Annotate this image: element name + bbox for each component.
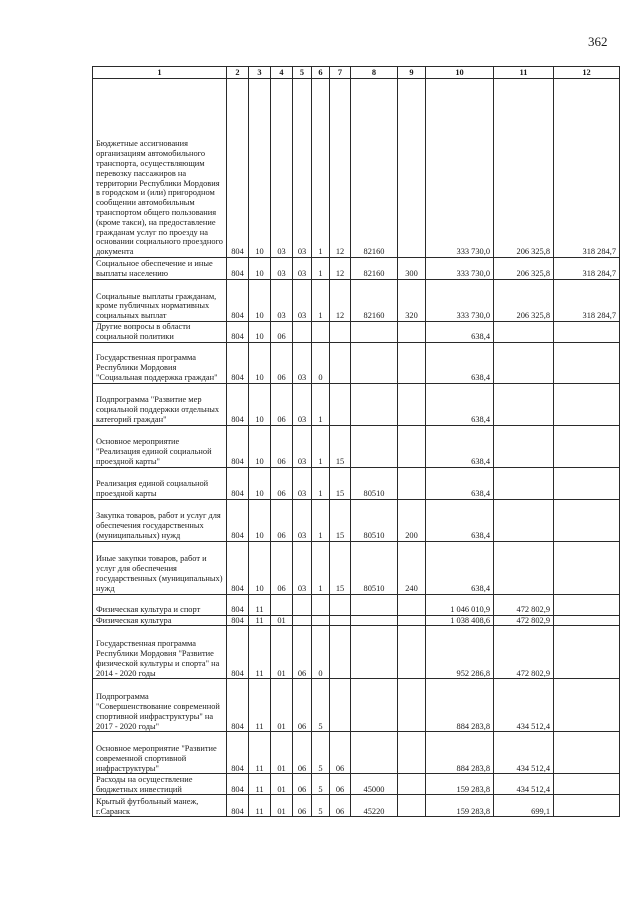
subprogram-cell: 1 xyxy=(312,425,330,467)
event-cell xyxy=(330,626,351,679)
name-cell: Закупка товаров, работ и услуг для обеспечения государственных (муниципальных) нужд xyxy=(93,499,227,541)
program-cell: 03 xyxy=(293,342,312,383)
subsection-cell: 06 xyxy=(271,425,293,467)
sum-2018-cell: 1 038 408,6 xyxy=(426,615,494,626)
program-cell: 03 xyxy=(293,280,312,322)
section-cell: 10 xyxy=(249,79,271,258)
sum-2018-cell: 333 730,0 xyxy=(426,280,494,322)
section-cell: 10 xyxy=(249,280,271,322)
subsection-cell: 01 xyxy=(271,626,293,679)
program-cell: 06 xyxy=(293,795,312,817)
subsection-cell: 01 xyxy=(271,732,293,774)
gr-code-cell: 804 xyxy=(227,774,249,795)
subsection-cell: 06 xyxy=(271,383,293,425)
table-row xyxy=(93,383,620,425)
event-cell xyxy=(330,322,351,343)
section-cell: 11 xyxy=(249,795,271,817)
sum-2019-cell xyxy=(494,342,554,383)
event-cell: 12 xyxy=(330,258,351,280)
program-cell: 03 xyxy=(293,499,312,541)
sum-2018-cell: 333 730,0 xyxy=(426,79,494,258)
gr-code-cell: 804 xyxy=(227,626,249,679)
header-cell-4: 4 xyxy=(271,67,293,79)
direction-cell: 82160 xyxy=(351,280,398,322)
program-cell: 06 xyxy=(293,679,312,732)
sum-2019-cell: 472 802,9 xyxy=(494,615,554,626)
direction-cell xyxy=(351,732,398,774)
event-cell: 15 xyxy=(330,499,351,541)
gr-code-cell: 804 xyxy=(227,679,249,732)
sum-2020-cell: 318 284,7 xyxy=(554,79,620,258)
program-cell: 06 xyxy=(293,626,312,679)
direction-cell: 82160 xyxy=(351,258,398,280)
event-cell xyxy=(330,615,351,626)
section-cell: 10 xyxy=(249,425,271,467)
expense-type-cell xyxy=(398,774,426,795)
header-cell-10: 10 xyxy=(426,67,494,79)
sum-2019-cell xyxy=(494,541,554,594)
expense-type-cell xyxy=(398,626,426,679)
gr-code-cell: 804 xyxy=(227,425,249,467)
sum-2019-cell xyxy=(494,383,554,425)
subprogram-cell: 0 xyxy=(312,626,330,679)
name-cell: Государственная программа Республики Мордовия "Развитие физической культуры и спорта" на 2014 - 2020 годы xyxy=(93,626,227,679)
name-cell: Расходы на осуществление бюджетных инвестиций xyxy=(93,774,227,795)
subprogram-cell: 1 xyxy=(312,79,330,258)
table-row xyxy=(93,626,620,679)
direction-cell: 45000 xyxy=(351,774,398,795)
program-cell: 03 xyxy=(293,383,312,425)
name-cell: Социальное обеспечение и иные выплаты населению xyxy=(93,258,227,280)
gr-code-cell: 804 xyxy=(227,383,249,425)
expense-type-cell xyxy=(398,594,426,615)
header-cell-3: 3 xyxy=(249,67,271,79)
gr-code-cell: 804 xyxy=(227,499,249,541)
sum-2018-cell: 159 283,8 xyxy=(426,774,494,795)
expense-type-cell: 300 xyxy=(398,258,426,280)
subsection-cell: 03 xyxy=(271,79,293,258)
header-cell-2: 2 xyxy=(227,67,249,79)
subprogram-cell: 5 xyxy=(312,795,330,817)
header-cell-1: 1 xyxy=(93,67,227,79)
subsection-cell: 06 xyxy=(271,499,293,541)
event-cell: 12 xyxy=(330,79,351,258)
direction-cell xyxy=(351,626,398,679)
subsection-cell: 03 xyxy=(271,258,293,280)
section-cell: 10 xyxy=(249,342,271,383)
event-cell: 06 xyxy=(330,774,351,795)
sum-2020-cell xyxy=(554,615,620,626)
section-cell: 11 xyxy=(249,732,271,774)
subsection-cell: 01 xyxy=(271,679,293,732)
table-row xyxy=(93,467,620,499)
sum-2020-cell xyxy=(554,679,620,732)
gr-code-cell: 804 xyxy=(227,615,249,626)
table-row xyxy=(93,425,620,467)
header-cell-9: 9 xyxy=(398,67,426,79)
sum-2018-cell: 638,4 xyxy=(426,383,494,425)
sum-2020-cell xyxy=(554,626,620,679)
table-row xyxy=(93,322,620,343)
program-cell: 03 xyxy=(293,79,312,258)
event-cell: 15 xyxy=(330,425,351,467)
sum-2020-cell xyxy=(554,795,620,817)
direction-cell: 45220 xyxy=(351,795,398,817)
section-cell: 10 xyxy=(249,383,271,425)
name-cell: Реализация единой социальной проездной карты xyxy=(93,467,227,499)
header-row xyxy=(93,67,620,79)
name-cell: Другие вопросы в области социальной политики xyxy=(93,322,227,343)
expense-type-cell xyxy=(398,425,426,467)
header-cell-11: 11 xyxy=(494,67,554,79)
program-cell xyxy=(293,322,312,343)
sum-2018-cell: 884 283,8 xyxy=(426,679,494,732)
expense-type-cell: 240 xyxy=(398,541,426,594)
sum-2018-cell: 638,4 xyxy=(426,541,494,594)
gr-code-cell: 804 xyxy=(227,732,249,774)
direction-cell xyxy=(351,383,398,425)
sum-2019-cell: 206 325,8 xyxy=(494,280,554,322)
direction-cell xyxy=(351,425,398,467)
event-cell xyxy=(330,679,351,732)
event-cell: 06 xyxy=(330,732,351,774)
subprogram-cell xyxy=(312,322,330,343)
subsection-cell: 01 xyxy=(271,795,293,817)
program-cell xyxy=(293,594,312,615)
subsection-cell: 01 xyxy=(271,774,293,795)
subprogram-cell: 1 xyxy=(312,499,330,541)
program-cell xyxy=(293,615,312,626)
subprogram-cell: 1 xyxy=(312,258,330,280)
name-cell: Подпрограмма "Совершенствование современной спортивной инфраструктуры" на 2017 - 2020 годы" xyxy=(93,679,227,732)
subprogram-cell: 5 xyxy=(312,732,330,774)
subprogram-cell xyxy=(312,594,330,615)
subprogram-cell: 5 xyxy=(312,679,330,732)
header-cell-8: 8 xyxy=(351,67,398,79)
table-row xyxy=(93,774,620,795)
sum-2019-cell: 472 802,9 xyxy=(494,626,554,679)
expense-type-cell xyxy=(398,679,426,732)
expense-type-cell xyxy=(398,795,426,817)
direction-cell: 82160 xyxy=(351,79,398,258)
sum-2019-cell xyxy=(494,499,554,541)
subsection-cell: 06 xyxy=(271,541,293,594)
expense-type-cell xyxy=(398,732,426,774)
sum-2020-cell xyxy=(554,541,620,594)
direction-cell: 80510 xyxy=(351,467,398,499)
table-row xyxy=(93,499,620,541)
expense-type-cell xyxy=(398,79,426,258)
expense-type-cell xyxy=(398,615,426,626)
gr-code-cell: 804 xyxy=(227,342,249,383)
event-cell: 12 xyxy=(330,280,351,322)
event-cell: 06 xyxy=(330,795,351,817)
header-cell-5: 5 xyxy=(293,67,312,79)
table-row xyxy=(93,541,620,594)
event-cell xyxy=(330,342,351,383)
sum-2020-cell xyxy=(554,425,620,467)
table-row xyxy=(93,280,620,322)
direction-cell: 80510 xyxy=(351,541,398,594)
table-row xyxy=(93,795,620,817)
name-cell: Крытый футбольный манеж, г.Саранск xyxy=(93,795,227,817)
sum-2019-cell: 206 325,8 xyxy=(494,79,554,258)
subsection-cell: 06 xyxy=(271,467,293,499)
gr-code-cell: 804 xyxy=(227,79,249,258)
direction-cell: 80510 xyxy=(351,499,398,541)
section-cell: 10 xyxy=(249,322,271,343)
name-cell: Физическая культура и спорт xyxy=(93,594,227,615)
sum-2018-cell: 952 286,8 xyxy=(426,626,494,679)
subsection-cell: 06 xyxy=(271,342,293,383)
subprogram-cell: 1 xyxy=(312,541,330,594)
section-cell: 10 xyxy=(249,541,271,594)
gr-code-cell: 804 xyxy=(227,795,249,817)
sum-2019-cell xyxy=(494,467,554,499)
sum-2020-cell xyxy=(554,383,620,425)
subsection-cell: 03 xyxy=(271,280,293,322)
table-row xyxy=(93,615,620,626)
sum-2019-cell: 206 325,8 xyxy=(494,258,554,280)
sum-2020-cell xyxy=(554,774,620,795)
subprogram-cell: 0 xyxy=(312,342,330,383)
sum-2019-cell xyxy=(494,322,554,343)
expense-type-cell: 320 xyxy=(398,280,426,322)
gr-code-cell: 804 xyxy=(227,280,249,322)
table-row xyxy=(93,679,620,732)
header-cell-7: 7 xyxy=(330,67,351,79)
sum-2018-cell: 638,4 xyxy=(426,425,494,467)
name-cell: Основное мероприятие "Реализация единой социальной проездной карты" xyxy=(93,425,227,467)
program-cell: 03 xyxy=(293,258,312,280)
gr-code-cell: 804 xyxy=(227,541,249,594)
sum-2019-cell xyxy=(494,425,554,467)
direction-cell xyxy=(351,615,398,626)
sum-2018-cell: 333 730,0 xyxy=(426,258,494,280)
gr-code-cell: 804 xyxy=(227,258,249,280)
program-cell: 03 xyxy=(293,467,312,499)
expense-type-cell xyxy=(398,383,426,425)
subprogram-cell: 1 xyxy=(312,280,330,322)
name-cell: Бюджетные ассигнования организациям автомобильного транспорта, осуществляющим перевозку пассажиров на территории Республики Мордовия в городском и (или) пригородном сообщении автомобильным транспортом общего пользования (кроме такси), на предоставление гражданам услуг по проезду на основании социального проездного документа xyxy=(93,79,227,258)
sum-2018-cell: 1 046 010,9 xyxy=(426,594,494,615)
program-cell: 03 xyxy=(293,541,312,594)
table-row xyxy=(93,732,620,774)
gr-code-cell: 804 xyxy=(227,467,249,499)
subprogram-cell: 1 xyxy=(312,383,330,425)
event-cell: 15 xyxy=(330,541,351,594)
expense-type-cell xyxy=(398,322,426,343)
event-cell: 15 xyxy=(330,467,351,499)
gr-code-cell: 804 xyxy=(227,322,249,343)
direction-cell xyxy=(351,679,398,732)
subsection-cell: 01 xyxy=(271,615,293,626)
subprogram-cell: 5 xyxy=(312,774,330,795)
name-cell: Подпрограмма "Развитие мер социальной поддержки отдельных категорий граждан" xyxy=(93,383,227,425)
section-cell: 11 xyxy=(249,679,271,732)
event-cell xyxy=(330,594,351,615)
subsection-cell xyxy=(271,594,293,615)
section-cell: 11 xyxy=(249,774,271,795)
name-cell: Государственная программа Республики Мордовия "Социальная поддержка граждан" xyxy=(93,342,227,383)
header-cell-6: 6 xyxy=(312,67,330,79)
direction-cell xyxy=(351,594,398,615)
header-cell-12: 12 xyxy=(554,67,620,79)
sum-2018-cell: 638,4 xyxy=(426,342,494,383)
subprogram-cell xyxy=(312,615,330,626)
sum-2020-cell xyxy=(554,594,620,615)
table-row xyxy=(93,342,620,383)
table-row xyxy=(93,594,620,615)
name-cell: Социальные выплаты гражданам, кроме публичных нормативных социальных выплат xyxy=(93,280,227,322)
sum-2020-cell xyxy=(554,499,620,541)
section-cell: 10 xyxy=(249,467,271,499)
sum-2019-cell: 472 802,9 xyxy=(494,594,554,615)
program-cell: 06 xyxy=(293,732,312,774)
expense-type-cell xyxy=(398,467,426,499)
program-cell: 03 xyxy=(293,425,312,467)
sum-2020-cell xyxy=(554,467,620,499)
name-cell: Иные закупки товаров, работ и услуг для обеспечения государственных (муниципальных) нужд xyxy=(93,541,227,594)
section-cell: 11 xyxy=(249,615,271,626)
sum-2018-cell: 159 283,8 xyxy=(426,795,494,817)
program-cell: 06 xyxy=(293,774,312,795)
page-number: 362 xyxy=(588,34,608,49)
sum-2018-cell: 884 283,8 xyxy=(426,732,494,774)
section-cell: 10 xyxy=(249,499,271,541)
sum-2019-cell: 434 512,4 xyxy=(494,774,554,795)
sum-2020-cell: 318 284,7 xyxy=(554,258,620,280)
sum-2020-cell xyxy=(554,732,620,774)
direction-cell xyxy=(351,322,398,343)
section-cell: 11 xyxy=(249,626,271,679)
gr-code-cell: 804 xyxy=(227,594,249,615)
sum-2018-cell: 638,4 xyxy=(426,499,494,541)
event-cell xyxy=(330,383,351,425)
subprogram-cell: 1 xyxy=(312,467,330,499)
sum-2020-cell xyxy=(554,322,620,343)
name-cell: Основное мероприятие "Развитие современной спортивной инфраструктуры" xyxy=(93,732,227,774)
sum-2019-cell: 699,1 xyxy=(494,795,554,817)
direction-cell xyxy=(351,342,398,383)
section-cell: 10 xyxy=(249,258,271,280)
expense-type-cell xyxy=(398,342,426,383)
subsection-cell: 06 xyxy=(271,322,293,343)
sum-2020-cell: 318 284,7 xyxy=(554,280,620,322)
sum-2019-cell: 434 512,4 xyxy=(494,732,554,774)
expense-type-cell: 200 xyxy=(398,499,426,541)
sum-2020-cell xyxy=(554,342,620,383)
table-row xyxy=(93,258,620,280)
name-cell: Физическая культура xyxy=(93,615,227,626)
table-row xyxy=(93,79,620,258)
sum-2018-cell: 638,4 xyxy=(426,467,494,499)
section-cell: 11 xyxy=(249,594,271,615)
budget-table xyxy=(92,66,620,817)
sum-2018-cell: 638,4 xyxy=(426,322,494,343)
sum-2019-cell: 434 512,4 xyxy=(494,679,554,732)
